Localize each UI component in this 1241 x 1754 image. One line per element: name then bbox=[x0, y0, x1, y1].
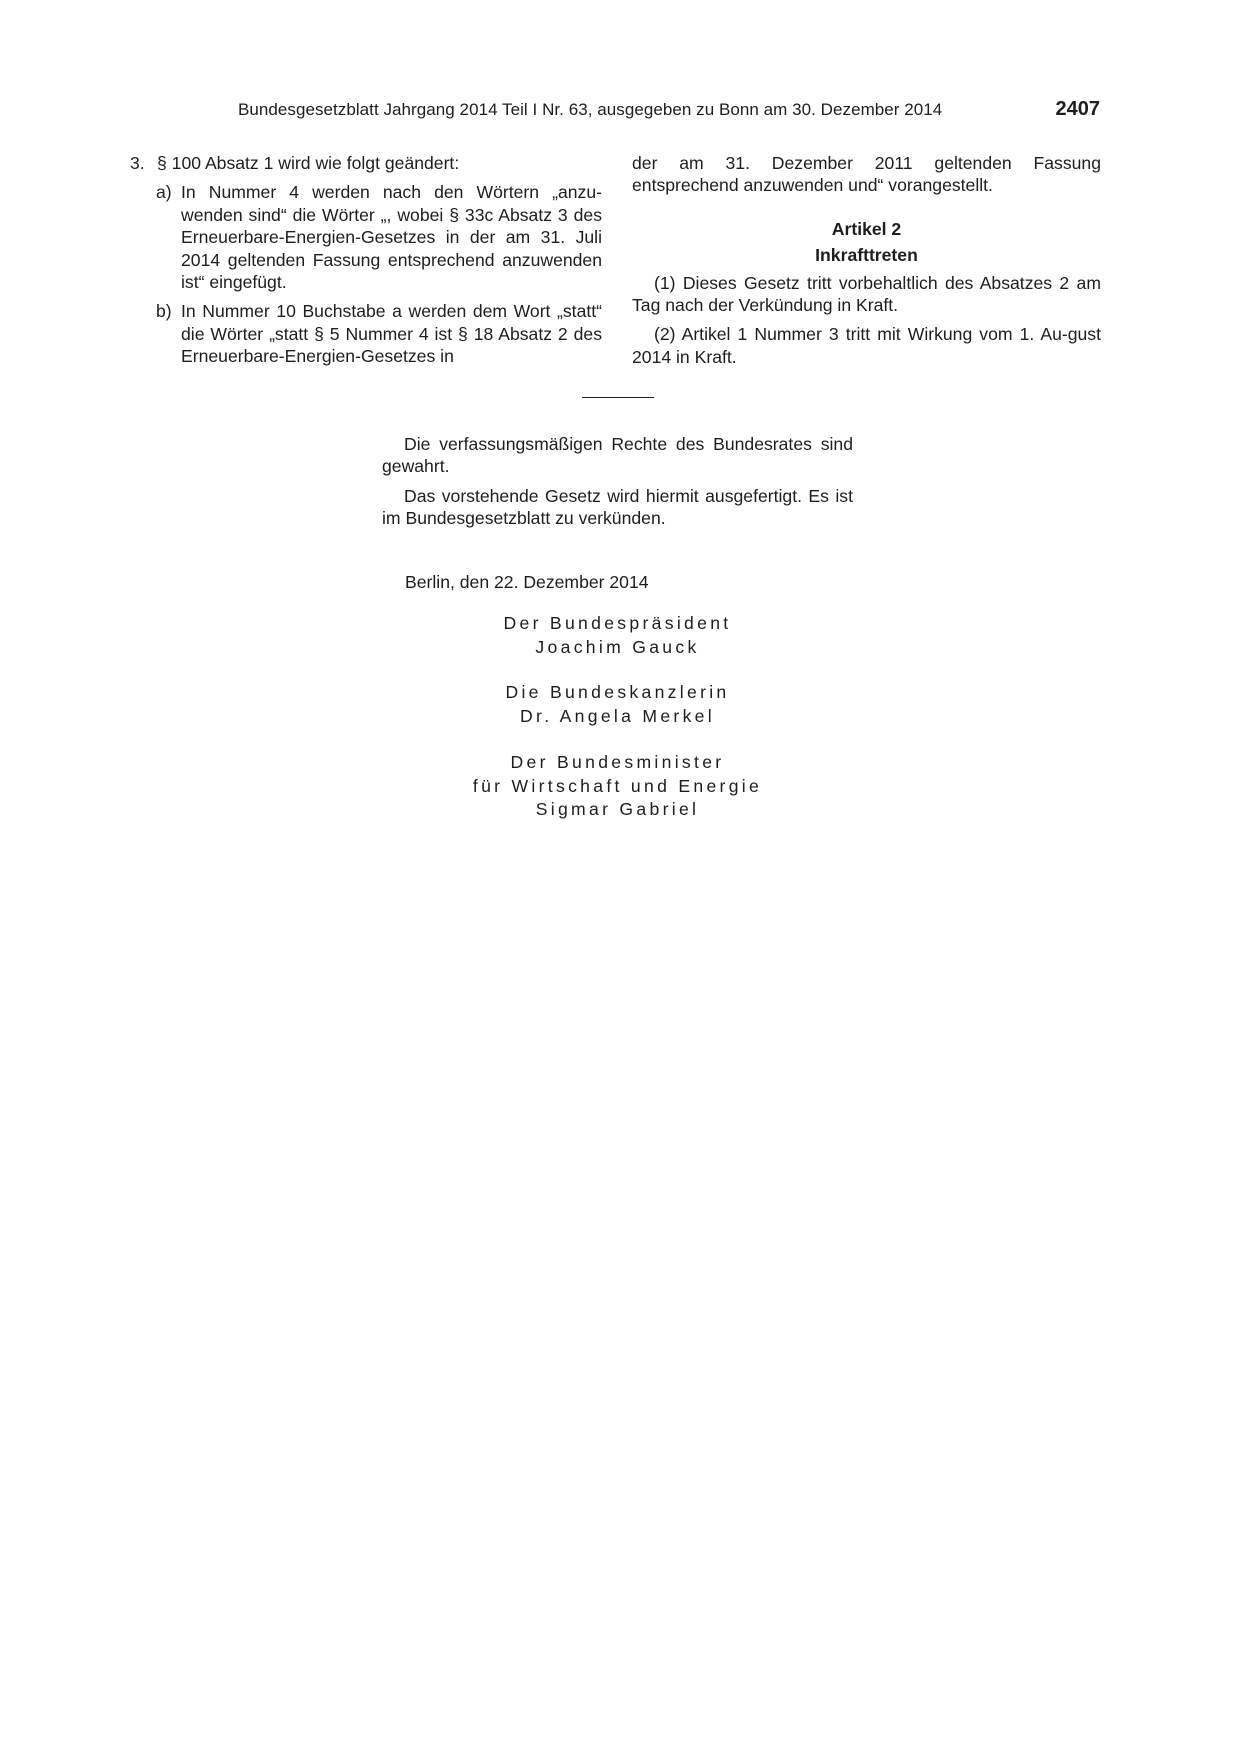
item-text: § 100 Absatz 1 wird wie folgt geändert: bbox=[157, 153, 460, 173]
signatory-title: Der Bundespräsident bbox=[503, 613, 732, 633]
continuation-text: der am 31. Dezember 2011 geltenden Fassung entsprechend anzuwenden und“ vorangestellt. bbox=[632, 153, 1101, 196]
closing-paragraph-2: Das vorstehende Gesetz wird hiermit ausgefertigt. Es ist im Bundesgesetzblatt zu verkünden. bbox=[382, 485, 853, 529]
place-date: Berlin, den 22. Dezember 2014 bbox=[405, 572, 649, 592]
sub-item-text: In Nummer 4 werden nach den Wörtern „anzu-wenden sind“ die Wörter „, wobei § 33c Absatz 3 des Erneuerbare-Energien-Gesetzes in der am 31. Juli 2014 geltenden Fassung entsprechend anzuwenden ist“ eingefügt. bbox=[181, 182, 602, 293]
signatory-name: Joachim Gauck bbox=[535, 636, 700, 657]
signatory-title: Der Bundesminister bbox=[510, 752, 725, 772]
left-column bbox=[130, 152, 602, 368]
section-divider bbox=[582, 397, 654, 398]
paragraph-1: (1) Dieses Gesetz tritt vorbehaltlich des Absatzes 2 am Tag nach der Verkündung in Kraft. bbox=[632, 272, 1101, 316]
signature-minister bbox=[382, 751, 853, 822]
signatory-name: Sigmar Gabriel bbox=[535, 799, 700, 819]
item-label: 3. bbox=[130, 153, 145, 173]
right-column bbox=[632, 152, 1101, 368]
article-number: Artikel 2 bbox=[831, 218, 902, 239]
page-header bbox=[238, 100, 1100, 124]
sub-item-text: In Nummer 10 Buchstabe a werden dem Wort „statt“ die Wörter „statt § 5 Nummer 4 ist § 18 Absatz 2 des Erneuerbare-Energien-Gesetzes in bbox=[181, 301, 602, 367]
sub-item-label: a) bbox=[156, 182, 172, 203]
signatory-portfolio: für Wirtschaft und Energie bbox=[472, 775, 763, 796]
article-title: Inkrafttreten bbox=[815, 245, 918, 266]
sub-item-label: b) bbox=[156, 301, 172, 322]
paragraph-2: (2) Artikel 1 Nummer 3 tritt mit Wirkung vom 1. Au-gust 2014 in Kraft. bbox=[632, 324, 1101, 367]
signatory-title: Die Bundeskanzlerin bbox=[505, 682, 730, 702]
sub-item-b bbox=[130, 300, 602, 367]
closing-formula bbox=[382, 433, 853, 530]
sub-item-a bbox=[130, 181, 602, 293]
signatory-name: Dr. Angela Merkel bbox=[520, 705, 715, 726]
running-title: Bundesgesetzblatt Jahrgang 2014 Teil I Nr. 63, ausgegeben zu Bonn am 30. Dezember 2014 bbox=[238, 100, 943, 119]
page-number: 2407 bbox=[1055, 98, 1100, 120]
closing-paragraph-1: Die verfassungsmäßigen Rechte des Bundesrates sind gewahrt. bbox=[382, 434, 853, 477]
list-item-3 bbox=[130, 152, 602, 174]
signature-chancellor bbox=[382, 681, 853, 728]
signature-president bbox=[382, 612, 853, 659]
